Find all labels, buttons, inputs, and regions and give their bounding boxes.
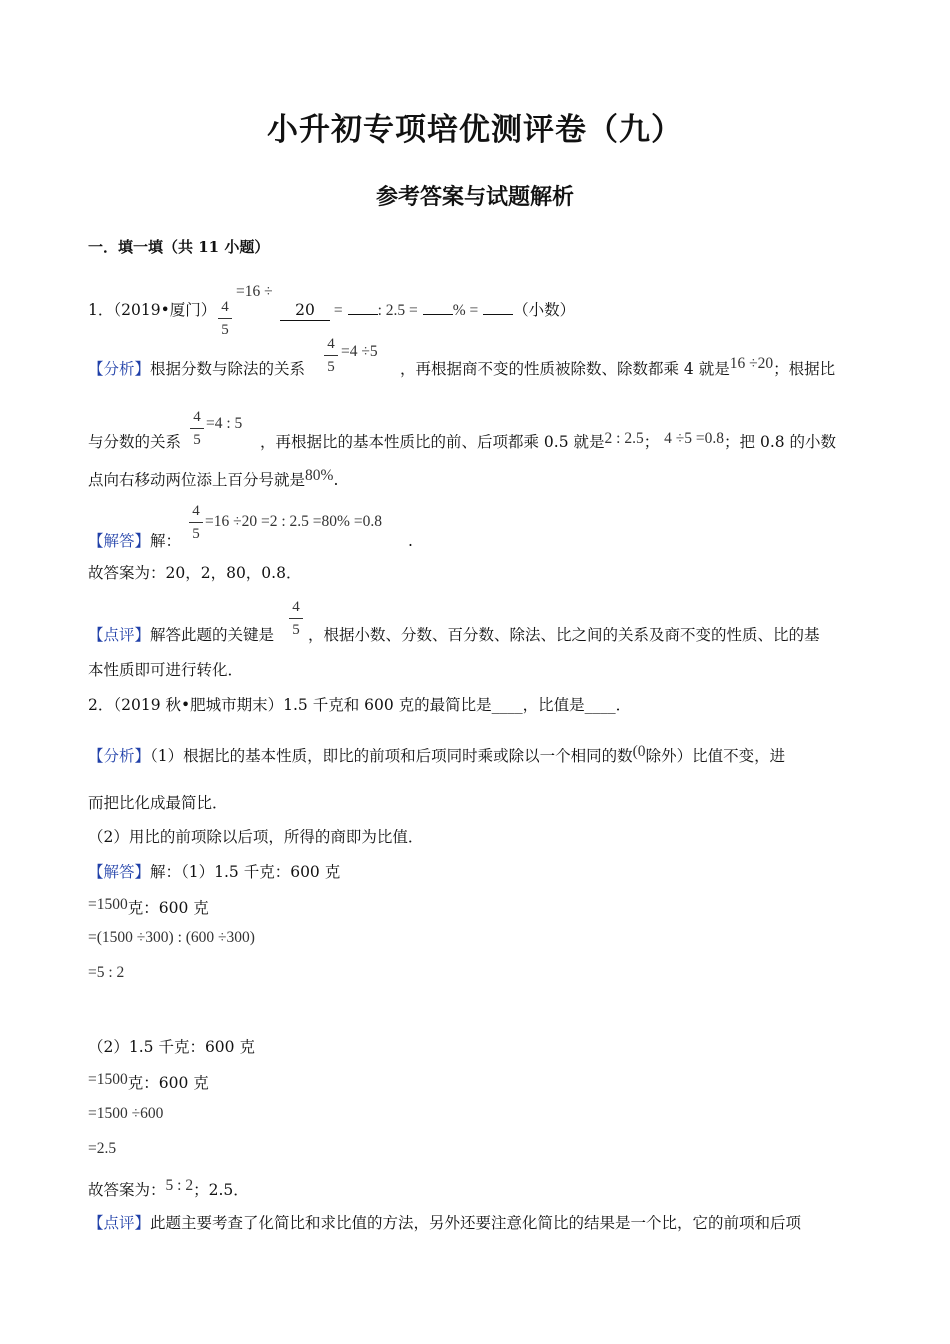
page-subtitle: 参考答案与试题解析: [375, 184, 574, 210]
q2-step-3: =5 : 2: [88, 964, 125, 981]
analysis-tag: 【分析】: [88, 360, 151, 378]
q1-answer-eq: =16 ÷20 =2 : 2.5 =80% =0.8: [205, 513, 382, 530]
q1-answer-blank-1: 20: [280, 300, 330, 321]
q1-comment-line1b: ，根据小数、分数、百分数、除法、比之间的关系及商不变的性质、比的基: [308, 626, 820, 644]
q1-analysis-line3: 点向右移动两位添上百分号就是80%.: [88, 467, 339, 489]
q1-analysis-line2: 与分数的关系: [88, 433, 182, 451]
q2-analysis-line2: 而把比化成最简比．: [88, 794, 228, 812]
q1-analysis-line2b: ，再根据比的基本性质比的前、后项都乘 0.5 就是2 : 2.5； 4 ÷5 =0.8；把 0.8 的小数: [260, 430, 837, 451]
q2-step-1: =1500克：600 克: [88, 896, 209, 917]
q1-answer-blank-3: [423, 314, 453, 315]
q2-answer-line: 【解答】解：（1）1.5 千克：600 克: [88, 863, 341, 881]
analysis-eq-2: =4 : 5: [206, 415, 243, 432]
q2-answer-tag: 【解答】: [88, 863, 151, 881]
answer-tag: 【解答】: [88, 532, 151, 550]
analysis-eq-1: =4 ÷5: [341, 343, 378, 360]
analysis-fraction-2: 4 5: [190, 408, 204, 449]
q2-analysis-line3: （2）用比的前项除以后项，所得的商即为比值．: [88, 828, 424, 846]
q2-step-2: =(1500 ÷300) : (600 ÷300): [88, 929, 255, 946]
q2-final-answer: 故答案为：5 : 2；2.5．: [88, 1177, 249, 1199]
q2-comment-tag: 【点评】: [88, 1214, 151, 1232]
comment-tag: 【点评】: [88, 626, 151, 644]
q1-comment-line1: 【点评】解答此题的关键是: [88, 626, 275, 644]
q2-stem: 2．（2019 秋•肥城市期末）1.5 千克和 600 克的最简比是____，比值是____．: [88, 696, 632, 714]
q2-comment-line1: 【点评】此题主要考查了化简比和求比值的方法，另外还要注意化简比的结果是一个比，它的前项和后项: [88, 1214, 802, 1232]
q2-analysis-tag: 【分析】: [88, 747, 151, 765]
analysis-fraction-1: 4 5: [324, 335, 338, 376]
q1-answer-line: 【解答】解：: [88, 532, 182, 550]
page-title: 小升初专项培优测评卷（九）: [267, 112, 683, 148]
comment-fraction: 4 5: [289, 598, 303, 639]
q2-part2-step-1: =1500克：600 克: [88, 1071, 209, 1092]
q2-part2-line: （2）1.5 千克：600 克: [88, 1038, 255, 1056]
q2-part2-step-2: =1500 ÷600: [88, 1105, 164, 1122]
q1-fraction: 4 5: [218, 298, 232, 339]
section-heading: 一．填一填（共 11 小题）: [88, 238, 270, 256]
answer-fraction: 4 5: [189, 502, 203, 543]
q2-part2-step-3: =2.5: [88, 1140, 117, 1157]
q1-blanks: 20 = : 2.5 = % = （小数）: [280, 300, 575, 321]
q1-answer-blank-2: [348, 314, 378, 315]
q1-analysis-line1: 【分析】根据分数与除法的关系: [88, 360, 306, 378]
q1-answer-dot: .: [408, 532, 413, 550]
q1-final-answer: 故答案为：20，2，80，0.8．: [88, 564, 302, 582]
q2-analysis-line1: 【分析】（1）根据比的基本性质，即比的前项和后项同时乘或除以一个相同的数(0除外）比值不变，进: [88, 743, 786, 765]
q1-comment-line2: 本性质即可进行转化．: [88, 661, 244, 679]
q1-eq: =16 ÷: [236, 283, 273, 300]
q1-number: 1．（2019•厦门）: [88, 301, 217, 319]
q1-answer-blank-4: [483, 314, 513, 315]
q1-analysis-line1b: ，再根据商不变的性质被除数、除数都乘 4 就是16 ÷20；根据比: [400, 355, 836, 378]
